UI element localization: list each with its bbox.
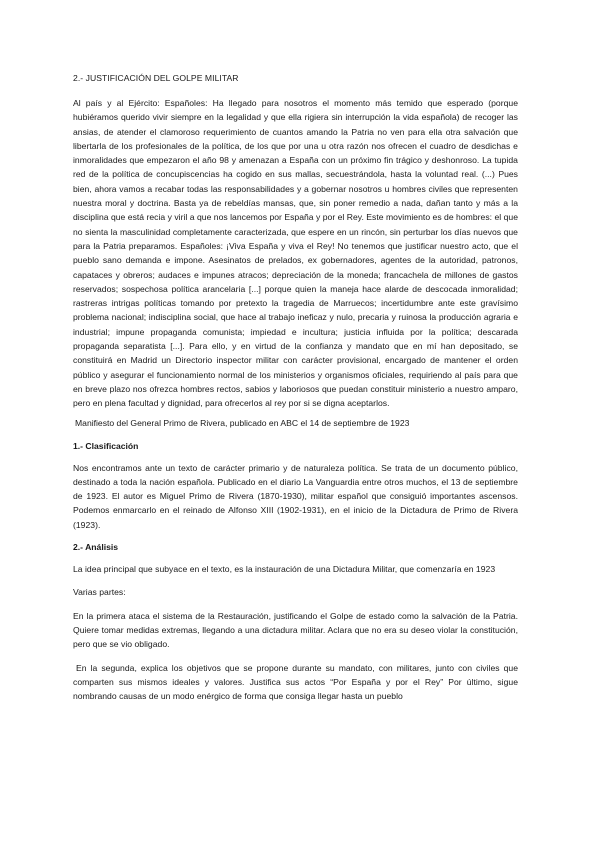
section-2-title: 2.- Análisis [73, 542, 119, 553]
manifesto-quote: Al país y al Ejército: Españoles: Ha llegado para nosotros el momento más temido que esperado (porque hubiéramos querido vivir siempre en la legalidad y que ella rigiera sin interrupción la vida española) de recoger las ansias, de atender el clamoroso requerimiento de cuantos amando la Patria no ven para ella otra salvación que libertarla de los profesionales de la política, de los que por una u otra razón nos ofrecen el cuadro de desdichas e inmoralidades que empezaron el año 98 y amenazan a España con un próximo fin trágico y deshonroso. La tupida red de la política de concupiscencias ha cogido en sus mallas, secuestrándola, hasta la voluntad real. (...) Pues bien, ahora vamos a recabar todas las responsabilidades y a gobernar nosotros u hombres civiles que representen nuestra moral y doctrina. Basta ya de rebeldías mansas, que, sin poner remedio a nada, dañan tanto y más a la disciplina que está recia y viril a que nos lancemos por España y por el Rey. Este movimiento es de hombres: el que no sienta la masculinidad completamente caracterizada, que espere en un rincón, sin perturbar los días nuevos que para la Patria preparamos. Españoles: ¡Viva España y viva el Rey! No tenemos que justificar nuestro acto, que el pueblo sano demanda e impone. Asesinatos de prelados, ex gobernadores, agentes de la autoridad, patronos, capataces y obreros; audaces e impunes atracos; depreciación de la moneda; francachela de millones de gastos reservados; sospechosa política arancelaria [...] porque quien la maneja hace alarde de descocada inmoralidad; rastreras intrigas políticas tomando por pretexto la tragedia de Marruecos; incertidumbre ante este gravísimo problema nacional; indisciplina social, que hace al trabajo ineficaz y nulo, precaria y ruinosa la producción agraria e industrial; impune propaganda comunista; impiedad e incultura; justicia influida por la política; descarada propaganda separatista [...]. Para ello, y en virtud de la confianza y mandato que en mí han depositado, se constituirá en Madrid un Directorio inspector militar con carácter provisional, encargado de mantener el orden público y asegurar el funcionamiento normal de los ministerios y organismos oficiales, requiriendo al país para que en breve plazo nos ofrezca hombres rectos, sabios y laboriosos que puedan constituir ministerio a nuestro amparo, pero en plena facultad y dignidad, para ofrecerlos al rey por si se digna aceptarlos. [73, 98, 518, 409]
document-title: 2.- JUSTIFICACIÓN DEL GOLPE MILITAR [73, 73, 239, 83]
section-2-paragraph-3: En la primera ataca el sistema de la Restauración, justificando el Golpe de estado como la salvación de la Patria. Quiere tomar medidas extremas, llegando a una dictadura militar. Aclara que no era su deseo violar la constitución, pero que se vio obligado. [73, 610, 518, 650]
section-2-paragraph-2: Varias partes: [73, 587, 126, 598]
document-page [73, 72, 518, 712]
section-2-paragraph-1: La idea principal que subyace en el texto, es la instauración de una Dictadura Militar, que comenzaría en 1923 [73, 564, 496, 575]
quote-source: Manifiesto del General Primo de Rivera, publicado en ABC el 14 de septiembre de 1923 [75, 417, 410, 428]
section-1-title: 1.- Clasificación [73, 440, 139, 451]
section-2-paragraph-4: En la segunda, explica los objetivos que se propone durante su mandato, con militares, junto con civiles que comparten sus mismos ideales y valores. Justifica sus actos “Por España y por el Rey” Por último, sigue nombrando causas de un modo enérgico de forma que consiga llegar hasta un pueblo [73, 662, 518, 702]
section-1-text: Nos encontramos ante un texto de carácter primario y de naturaleza política. Se trata de un documento público, destinado a toda la nación española. Publicado en el diario La Vanguardia entre otros muchos, el 13 de septiembre de 1923. El autor es Miguel Primo de Rivera (1870-1930), militar español que consiguió importantes ascensos. Podemos enmarcarlo en el reinado de Alfonso XIII (1902-1931), en el inicio de la Dictadura de Primo de Rivera (1923). [73, 462, 518, 530]
